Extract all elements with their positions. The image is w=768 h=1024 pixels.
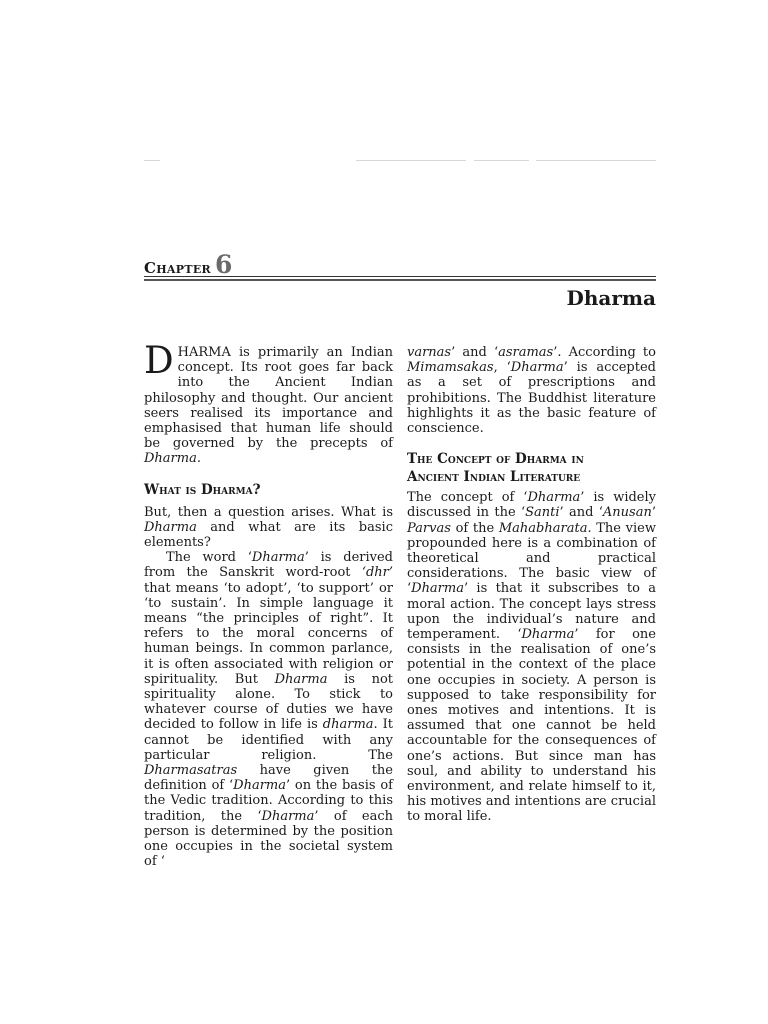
section2-paragraph-1: The concept of ‘Dharma’ is widely discussed in the ‘Santi’ and ‘Anusan’ Parvas of the Mahabharata. The view propounded here is a combination of theoretical and practical considerations. The basic view of ‘Dharma’ is that it subscribes to a moral action. The concept lays stress upon the individual’s nature and temperament. ‘Dharma’ for one consists in the realisation of one’s potential in the context of the place one occupies in society. A person is supposed to take responsibility for ones motives and intentions. It is assumed that one cannot be held accountable for the consequences of one’s actions. But since man has soul, and ability to understand his environment, and relate himself to it, his motives and intentions are crucial to moral life. [407,490,656,825]
intro-paragraph: DHARMA is primarily an Indian concept. Its root goes far back into the Ancient Indian philosophy and thought. Our ancient seers realised its importance and emphasised that human life should be governed by the precepts of Dharma. [144,339,393,467]
scan-artifact-marks [144,160,656,162]
section1-paragraph-1: But, then a question arises. What is Dharma and what are its basic elements? [144,504,393,551]
right-column [407,345,656,825]
chapter-title: Dharma [566,286,656,310]
section-heading-concept-of-dharma: The Concept of Dharma in Ancient Indian Literature [407,451,584,486]
chapter-heading [144,250,233,279]
section-heading-what-is-dharma: What is Dharma? [144,481,261,498]
continued-paragraph: varnas’ and ‘asramas’. According to Mimamsakas, ‘Dharma’ is accepted as a set of prescriptions and prohibitions. The Buddhist literature highlights it as the basic feature of conscience. [407,345,656,437]
section1-paragraph-2: The word ‘Dharma’ is derived from the Sanskrit word-root ‘dhr’ that means ‘to adopt’, ‘to support’ or ‘to sustain’. In simple language it means “the principles of right”. It refers to the moral concerns of human beings. In common parlance, it is often associated with religion or spirituality. But Dharma is not spirituality alone. To stick to whatever course of duties we have decided to follow in life is dharma. It cannot be identified with any particular religion. The Dharmasatras have given the definition of ‘Dharma’ on the basis of the Vedic tradition. According to this tradition, the ‘Dharma’ of each person is determined by the position one occupies in the societal system of ‘ [144,550,393,870]
left-column [144,339,393,870]
chapter-rule-thin [144,276,656,277]
chapter-number: 6 [214,250,233,279]
drop-cap: D [144,339,174,382]
chapter-rule-thick [144,279,656,281]
chapter-label: Chapter [144,259,211,277]
